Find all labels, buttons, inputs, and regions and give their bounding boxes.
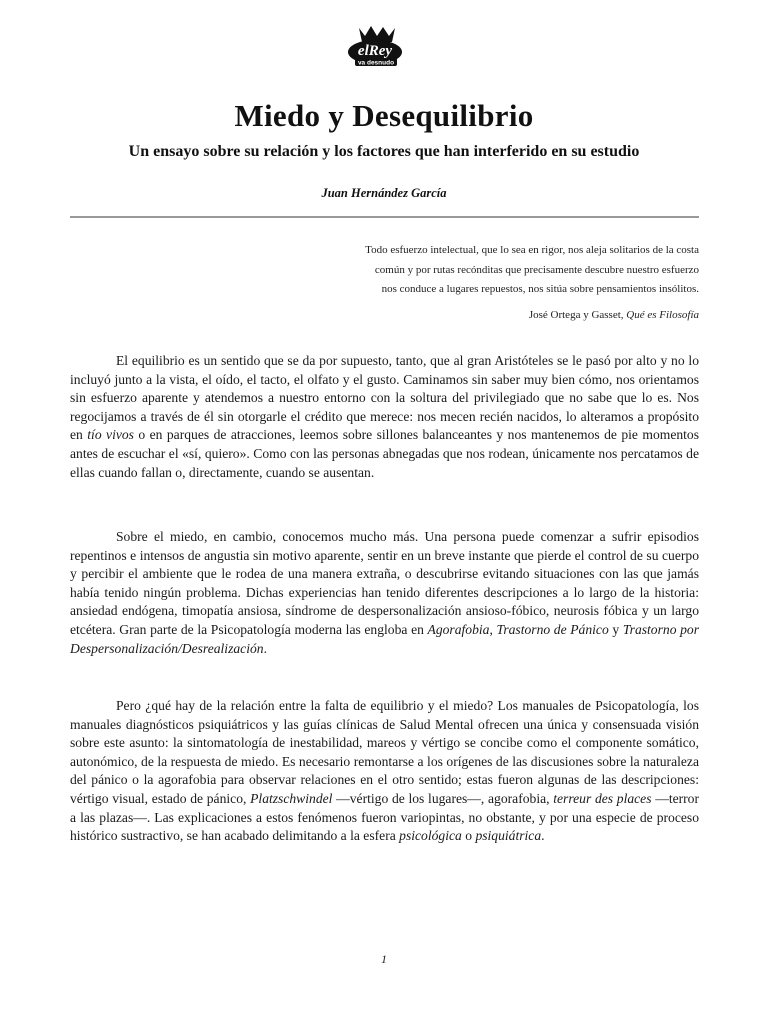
author-name: Juan Hernández García xyxy=(321,186,447,200)
text-run: o xyxy=(461,828,476,844)
text-run: , xyxy=(489,621,497,637)
header-divider xyxy=(70,216,699,218)
logo-main-text: elRey xyxy=(357,43,393,59)
crown-logo-icon xyxy=(345,22,405,70)
italic-term: Agorafobia xyxy=(427,621,490,637)
epigraph-quote xyxy=(300,241,699,300)
epigraph-source xyxy=(300,309,699,321)
italic-term: Trastorno por Despersonalización/Desrealización xyxy=(70,621,700,656)
text-run: o en parques de atracciones, leemos sobre sillones balanceantes y nos mantenemos de pie momentos antes de escuchar el «sí, quiero». Como con las personas abnegadas que nos rodean, únicamente nos percatamos de ellas cuando fallan o, directamente, cuando se ausentan. xyxy=(70,427,700,480)
text-run: El equilibrio es un sentido que se da por supuesto, tanto, que al gran Aristóteles se le pasó por alto y no lo incluyó junto a la vista, el oído, el tacto, el olfato y el gusto. Caminamos sin saber muy bien cómo, nos orientamos sin esfuerzo aparente y atendemos a nuestro entorno con la soltura del privilegiado que no sabe que lo es. Nos regocijamos a través de él sin otorgarle el crédito que merece: nos mecen recién nacidos, lo alteramos a propósito en xyxy=(70,353,699,443)
text-run: . xyxy=(541,828,545,844)
page-number: 1 xyxy=(381,952,387,966)
italic-term: tío vivos xyxy=(87,427,134,443)
text-run: —terror a las plazas—. Las explicaciones a estos fenómenos fueron variopintas, no obstante, y por una especie de proceso histórico sustractivo, se han acabado delimitando a la esfera xyxy=(70,790,700,844)
paragraph-2 xyxy=(70,528,699,658)
italic-term: psiquiátrica xyxy=(475,828,542,844)
paragraph-text xyxy=(70,528,699,658)
paragraph-3 xyxy=(70,697,699,846)
text-run: Sobre el miedo, en cambio, conocemos mucho más. Una persona puede comenzar a sufrir episodios repentinos e intensos de angustia sin motivo aparente, sentir en un breve instante que pierde el control de su cuerpo y percibir el ambiente que le rodea de una manera extraña, o descubrirse evitando situaciones con las que jamás había tenido ningún problema. Dichas experiencias han tenido diferentes descripciones a lo largo de la historia: ansiedad endógena, timopatía ansiosa, síndrome de despersonalización ansioso-fóbico, neurosis fóbica y un largo etcétera. Gran parte de la Psicopatología moderna las engloba en xyxy=(70,529,699,637)
text-run: . xyxy=(263,640,267,656)
italic-term: terreur des places xyxy=(553,790,652,806)
paragraph-text xyxy=(70,697,699,846)
italic-term: Platzschwindel xyxy=(250,790,333,806)
italic-term: Trastorno de Pánico xyxy=(496,621,609,637)
italic-term: psicológica xyxy=(399,828,462,844)
epigraph-line: Todo esfuerzo intelectual, que lo sea en rigor, nos aleja solitarios de la costa xyxy=(365,244,699,256)
document-subtitle: Un ensayo sobre su relación y los factores que han interferido en su estudio xyxy=(128,143,640,160)
epigraph-line: común y por rutas recónditas que precisamente descubre nuestro esfuerzo xyxy=(374,263,699,276)
paragraph-1 xyxy=(70,352,699,482)
epigraph-source-author: José Ortega y Gasset, xyxy=(528,309,627,321)
document-title: Miedo y Desequilibrio xyxy=(234,98,534,133)
publication-logo xyxy=(345,22,405,70)
logo-sub-text: va desnudo xyxy=(357,59,395,67)
text-run: Pero ¿qué hay de la relación entre la falta de equilibrio y el miedo? Los manuales de Psicopatología, los manuales diagnósticos psiquiátricos y las guías clínicas de Salud Mental ofrecen una única y consensuada visión sobre este asunto: la sintomatología de inestabilidad, mareos y vértigo se concibe como el componente somático, autonómico, de la respuesta de miedo. Es necesario remontarse a los orígenes de las discusiones sobre la naturaleza del pánico o la agorafobia para observar relaciones en el otro sentido; estas fueron algunas de las descripciones: vértigo visual, estado de pánico, xyxy=(70,698,699,806)
text-run: y xyxy=(608,621,623,637)
paragraph-text xyxy=(70,352,699,482)
epigraph-source-work: Qué es Filosofía xyxy=(626,309,699,321)
epigraph-line: nos conduce a lugares repuestos, nos sitúa sobre pensamientos insólitos. xyxy=(381,283,699,295)
text-run: —vértigo de los lugares—, agorafobia, xyxy=(332,790,554,806)
